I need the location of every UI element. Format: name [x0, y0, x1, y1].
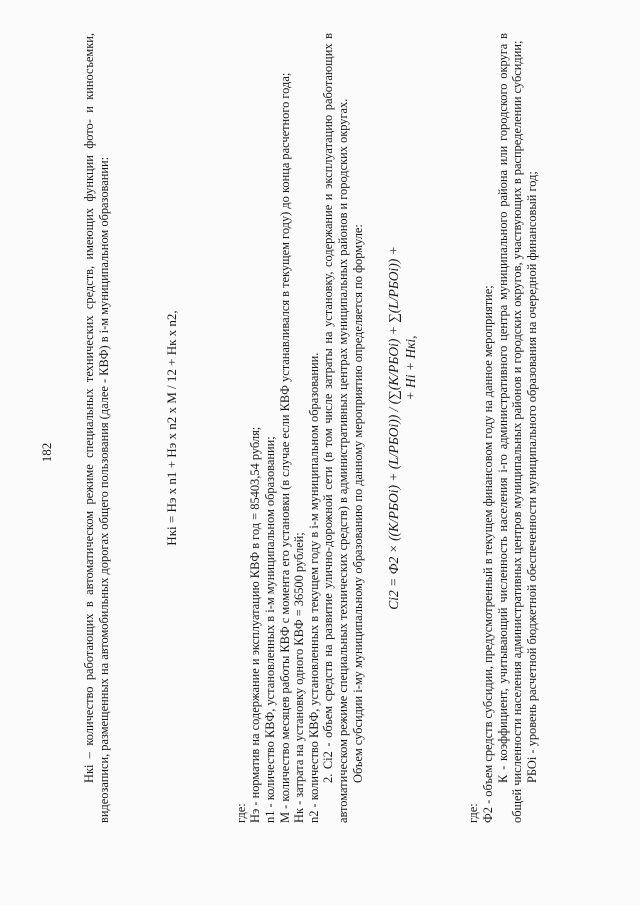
paragraph-hki: Нкi – количество работающих в автоматическом режиме специальных технических средств, имеющих функции фото- и киносъемки, видеозаписи, размещенных на автомобильных дорогах общего пользования (далее - КВФ) в i-м муниципальном образовании: — [82, 33, 111, 823]
where-label-1: где: — [233, 803, 248, 823]
definition-f2: Ф2 - объем средств субсидии, предусмотренный в текущем финансовом году на данное мероприятие; — [480, 285, 495, 823]
definition-n2: n2 - количество КВФ, установленных в текущем году в i-м муниципальном образовании. — [306, 352, 321, 823]
where-label-2: где: — [466, 803, 481, 823]
formula-ci2-line1: Сi2 = Ф2 × ((К/РБОi) + (L/РБОi)) / (∑(К/РБОi) + ∑(L/РБОi)) + — [386, 246, 402, 610]
formula-ci2-line2: + Нi + Нкi, — [402, 335, 418, 401]
definition-nk: Нк - затрата на установку одного КВФ = 36500 рублей; — [292, 532, 307, 823]
definition-rboi: РБОi - уровень расчетной бюджетной обеспеченности муниципального образования на очередной финансовый год; — [524, 171, 539, 783]
definition-k: К - коэффициент, учитывающий численность населения i-го административного центра муниципального района или городского округа в общей численности населения административных центров муниципальных районов и городских округов, участвующих в распределении субсидии; — [495, 33, 525, 823]
paragraph-obem: Объем субсидии i-му муниципальному образованию по данному мероприятию определяется по формуле: — [350, 224, 365, 783]
paragraph-2: 2. Сi2 - объем средств на развитие улично-дорожной сети (в том числе затраты на установку, содержание и эксплуатацию работающих в автоматическом режиме специальных технических средств) в административных центрах муниципальных районов и городских округах. — [321, 33, 350, 823]
definition-ne: Нэ - норматив на содержание и эксплуатацию КВФ в год = 85403,54 рубля; — [248, 426, 263, 823]
definition-m: М - количество месяцев работы КВФ с момента его установки (в случае если КВФ устанавливался в текущем году) до конца расчетного года; — [277, 72, 292, 823]
formula-hki: Нкi = Нэ х n1 + Нэ х n2 х М / 12 + Нк х n2, — [164, 310, 180, 546]
page-number: 182 — [39, 442, 54, 463]
definition-n1: n1 - количество КВФ, установленных в i-м муниципальном образовании; — [262, 436, 277, 823]
document-body — [82, 33, 539, 823]
